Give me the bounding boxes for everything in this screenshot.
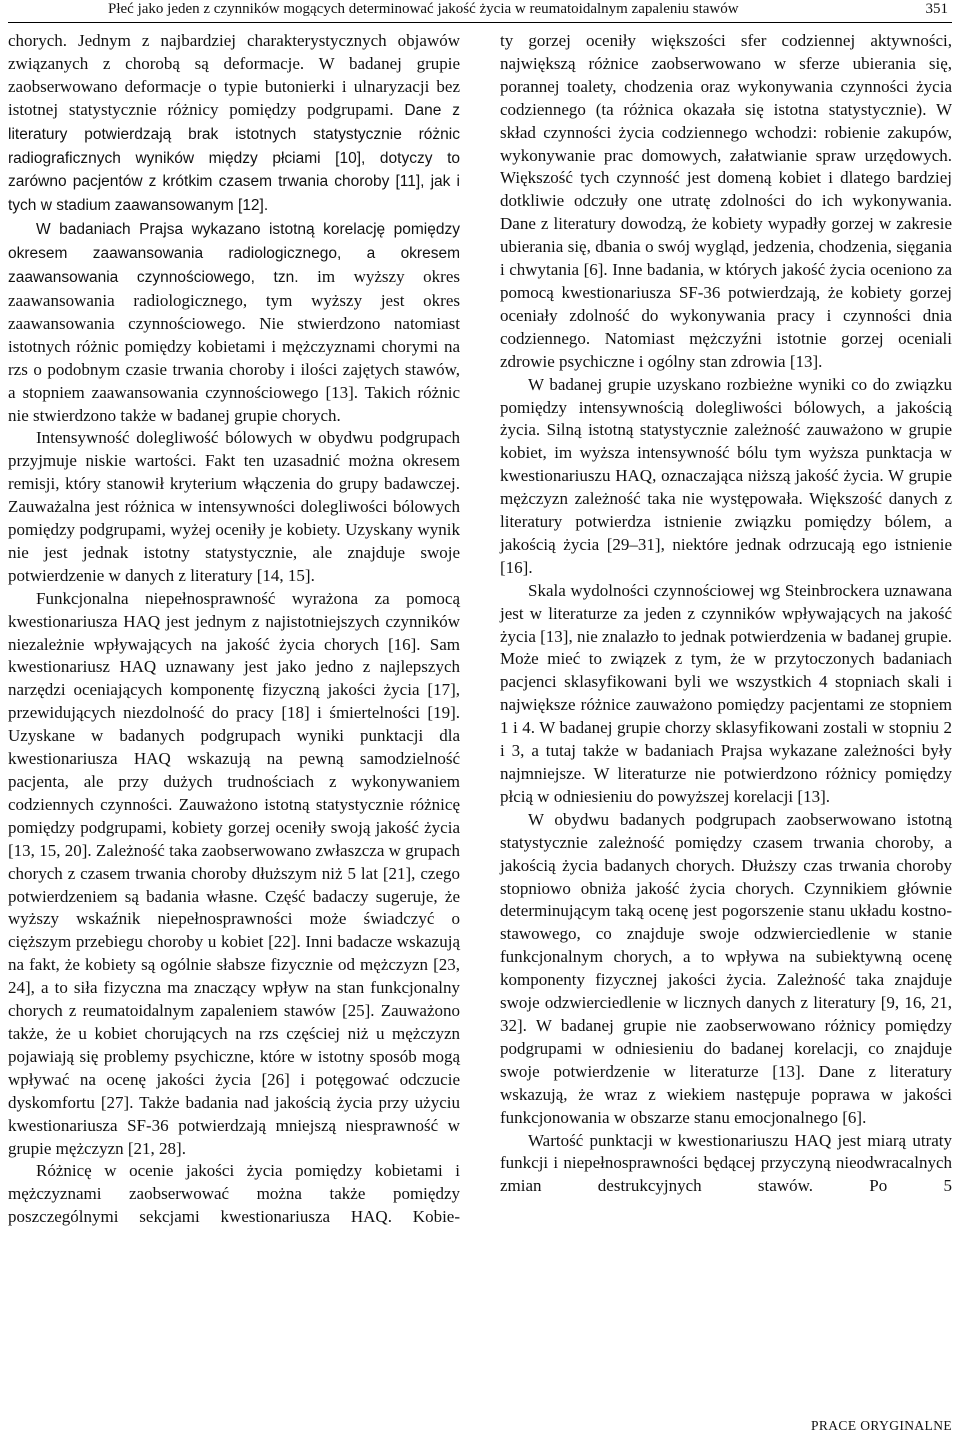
paragraph: Skala wydolności czynnościowej wg Steinbrockera uznawana jest w literaturze za jeden z czynników wpływających na jakość życia [13], nie znalazło to jednak potwierdzenia w badanej grupie. Może mieć to związek z tym, że w przytoczonych badaniach pacjenci sklasyfikowani byli we wszystkich 4 stopniach skali i największe różnice zauważono pomiędzy pacjentami ze stopniem 1 i 4. W badanej grupie chorzy sklasyfikowani zostali w stopniu 2 i 3, a tutaj także w badaniach Prajsa wykazane zależności były najmniejsze. W literaturze nie potwierdzono różnicy pomiędzy płcią w odniesieniu do powyższej korelacji [13]. <box>500 580 952 806</box>
paragraph: Wartość punktacji w kwestionariuszu HAQ jest miarą utraty funkcji i niepełnosprawności będącej przyczyną nieodwracalnych zmian destrukcyjnych stawów. Po 5 <box>500 1130 952 1196</box>
paragraph-text: chorych. Jednym z najbardziej charakterystycznych objawów związanych z chorobą są deformacje. W badanej grupie zaobserwowano deformacje o typie butonierki i ulnaryzacji bez istotnej statystycznie różnicy pomiędzy podgrupami. <box>8 31 460 119</box>
paragraph-text-sans: Dane z literatury potwierdzają brak istotnych statystycznie różnic radiograficznych wyników między płciami [10], dotyczy to zarówno pacjentów z krótkim czasem trwania choroby [11], jak i tych w stadium zaawansowanym [12]. <box>8 101 460 215</box>
running-footer: PRACE ORYGINALNE <box>810 1418 952 1433</box>
running-title: Płeć jako jeden z czynników mogących determinować jakość życia w reumatoidalnym zapaleniu stawów <box>108 1 739 17</box>
paragraph <box>8 218 460 427</box>
page-number: 351 <box>925 1 948 17</box>
paragraph: W badanej grupie uzyskano rozbieżne wyniki co do związku pomiędzy intensywnością dolegliwości bólowych, a jakością życia. Silną istotną statystycznie zależność zauważono w grupie kobiet, im wyższa intensywność bólu tym wyższa punktacja w kwestionariuszu HAQ, oznaczająca niższą jakość życia. W grupie mężczyzn zależność taka nie występowała. Większość danych z literatury potwierdza istnienie związku pomiędzy bólem, a jakością życia [29–31], niektóre jednak odrzucają ego istnienie [16]. <box>500 374 952 577</box>
left-column <box>8 30 460 1229</box>
paragraph-text: im wyższy okres zaawansowania radiologicznego, tym wyższy jest okres zaawansowania czynnościowego. Nie stwierdzono natomiast istotnych różnic pomiędzy kobietami i mężczyznami chorymi na rzs o podobnym czasie trwania choroby i ilości zajętych stawów, a stopniem zaawansowania czynnościowego [13]. Takich różnic nie stwierdzono także w badanej grupie chorych. <box>8 267 460 425</box>
right-column <box>500 30 952 1198</box>
paragraph: Intensywność dolegliwość bólowych w obydwu podgrupach przyjmuje niskie wartości. Fakt ten uzasadnić można okresem remisji, który stanowił kryterium włączenia do grupy badawczej. Zauważalna jest różnica w intensywności dolegliwości bólowych pomiędzy podgrupami, wyżej oceniły je kobiety. Uzyskany wynik nie jest jednak istotny statystycznie, ale znajduje swoje potwierdzenie w danych z literatury [14, 15]. <box>8 428 460 585</box>
paragraph: W obydwu badanych podgrupach zaobserwowano istotną statystycznie zależność pomiędzy czasem trwania choroby, a jakością życia badanych chorych. Dłuższy czas trwania choroby stopniowo obniża jakość życia chorych. Czynnikiem głównie determinującym taką ocenę jest pogorszenie stanu układu kostno-stawowego, co znajduje swoje odzwierciedlenie w stanie funkcjonalnym chorych, a to wpływa na subiektywną ocenę komponenty fizycznej jakości życia. Zależność taka znajduje swoje odzwierciedlenie w licznych danych z literatury [9, 16, 21, 32]. W badanej grupie nie zaobserwowano różnicy pomiędzy podgrupami w odniesieniu do badanej korelacji, co znajduje swoje potwierdzenie w literaturze [13]. Dane z literatury wskazują, że wraz z wiekiem następuje poprawa w jakości funkcjonowania w obszarze stanu emocjonalnego [6]. <box>500 809 952 1127</box>
paragraph: Funkcjonalna niepełnosprawność wyrażona za pomocą kwestionariusza HAQ jest jednym z najistotniejszych czynników niezależnie wpływających na jakość życia chorych [16]. Sam kwestionariusz HAQ uznawany jest jako jedno z najlepszych narzędzi oceniających komponentę fizyczną jakości życia [17], przewidujących niezdolność do pracy [18] i śmiertelności [19]. Uzyskane w badanych podgrupach wyniki punktacji dla kwestionariusza HAQ wskazują na pewną samodzielność pacjenta, ale przy dużych trudnościach z wykonywaniem codziennych czynności. Zauważono istotną statystycznie różnicę pomiędzy podgrupami, kobiety gorzej oceniły swoją jakość życia [13, 15, 20]. Zależność taka zaobserwowano zwłaszcza w grupach chorych z czasem trwania choroby dłuższym niż 5 lat [21], czego potwierdzeniem są badania własne. Część badaczy sugeruje, że wyższy wskaźnik niepełnosprawności może świadczyć o cięższym przebiegu choroby u kobiet [22]. Inni badacze wskazują na fakt, że kobiety są ogólnie słabsze fizycznie od mężczyzn [23, 24], a to siła fizyczna ma znaczący wpływ na stan funkcjonalny chorych z reumatoidalnym zapaleniem stawów [25]. Zauważono także, że u kobiet chorujących na rzs częściej niż u mężczyzn pojawiają się problemy psychiczne, które w istotny sposób mogą wpływać na ocenę jakości życia [26] i potęgować odczucie dyskomfortu [27]. Także badania nad jakością życia przy użyciu kwestionariusza SF-36 potwierdzają mniejszą niesprawność w grupie mężczyzn [21, 28]. <box>8 588 460 1158</box>
paragraph-text-sans: W badaniach Prajsa wykazano istotną korelację pomiędzy okresem zaawansowania radiologicznego, a okresem zaawansowania czynnościowego, tzn. <box>8 221 460 287</box>
paragraph: Różnicę w ocenie jakości życia pomiędzy kobietami i mężczyznami zaobserwować można także pomiędzy poszczególnymi sekcjami kwestionariusza HAQ. Kobie- <box>8 1161 460 1227</box>
paragraph <box>8 30 460 218</box>
paragraph: ty gorzej oceniły większości sfer codziennej aktywności, największą różnice zaobserwowano w sferze ubierania się, porannej toalety, chodzenia oraz wykonywania czynności życia codziennego (ta różnica okazała się istotna statystycznie). W skład czynności życia codziennego wchodzi: robienie zakupów, wykonywanie prac domowych, załatwianie spraw urzędowych. Większość tych czynność jest domeną kobiet i dlatego bardziej dotkliwie odczuły one utratę zdolności do ich wykonywania. Dane z literatury dowodzą, że kobiety wypadły gorzej w zakresie ubierania się, dbania o swój wygląd, jedzenia, chodzenia, sięgania i chwytania [6]. Inne badania, w których jakość życia oceniono za pomocą kwestionariusza SF-36 potwierdzają, że kobiety gorzej oceniały zdolność do wykonywania pracy i czynności dnia codziennego. Natomiast mężczyźni istotnie gorzej oceniali zdrowie psychiczne i ogólny stan zdrowia [13]. <box>500 31 952 371</box>
running-header <box>8 0 952 23</box>
